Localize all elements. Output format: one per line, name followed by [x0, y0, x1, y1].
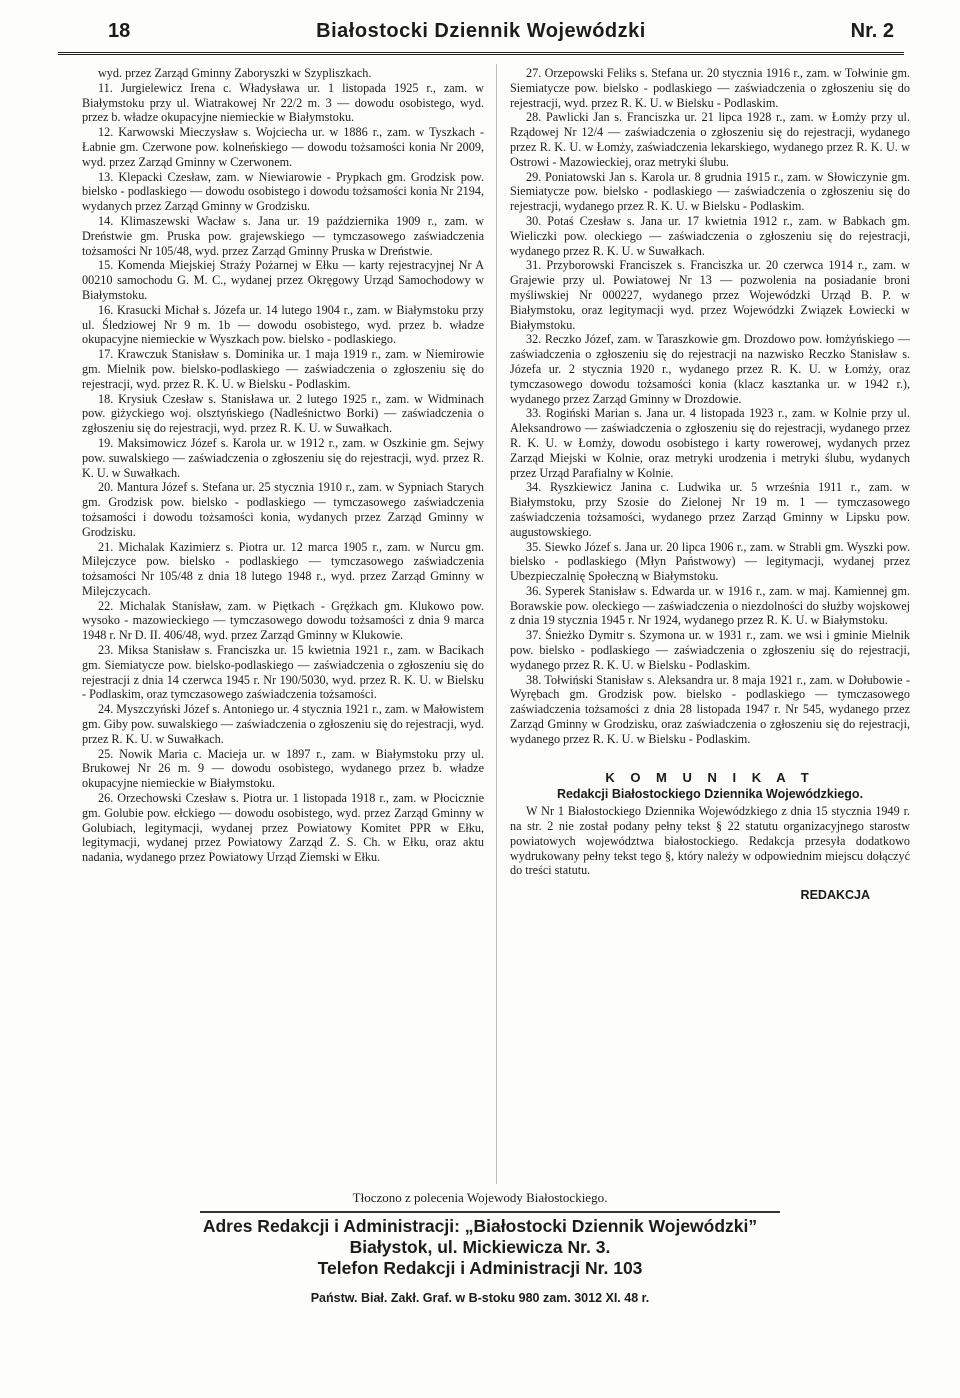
entry-paragraph: 29. Poniatowski Jan s. Karola ur. 8 grudnia 1915 r., zam. w Słowiczynie gm. Siemiatycze pow. bielsko - podlaskiego — zaświadczenia o zgłoszeniu się do rejestracji, wydanego przez R. K. U. w Bielsku - Podlaskim.	[510, 169, 910, 214]
entry-paragraph: 30. Potaś Czesław s. Jana ur. 17 kwietnia 1912 r., zam. w Babkach gm. Wieliczki pow. oleckiego — zaświadczenia o zgłoszeniu się do rejestracji, wydanego przez R. K. U. w Suwałkach.	[510, 213, 910, 258]
entry-paragraph: 12. Karwowski Mieczysław s. Wojciecha ur. w 1886 r., zam. w Tyszkach - Łabnie gm. Czerwone pow. kolneńskiego — dowodu tożsamości konia Nr 2009, wyd. przez Zarząd Gminny w Czerwonem.	[82, 125, 484, 169]
entry-paragraph: 20. Mantura Józef s. Stefana ur. 25 stycznia 1910 r., zam. w Sypniach Starych gm. Grodzisk pow. bielsko - podlaskiego — tymczasowego zaświadczenia tożsamości i dowodu tożsamości konia, wydanych przez Zarząd Gminny w Grodzisku.	[82, 480, 484, 539]
right-column	[510, 66, 910, 903]
issue-number: Nr. 2	[850, 20, 894, 42]
komunikat	[510, 771, 910, 903]
entry-paragraph: 14. Klimaszewski Wacław s. Jana ur. 19 października 1909 r., zam. w Dreństwie gm. Pruska pow. grajewskiego — tymczasowego zaświadczenia tożsamości Nr 105/48, wyd. przez Zarząd Gminny Pruska w Dreństwie.	[82, 213, 484, 258]
entry-paragraph: 23. Miksa Stanisław s. Franciszka ur. 15 kwietnia 1921 r., zam. w Bacikach gm. Siemiatycze pow. bielsko-podlaskiego — zaświadczenia o zgłoszeniu się do rejestracji z dnia 14 czerwca 1945 r. Nr 190/5030, wyd. przez R. K. U. w Bielsku - Podlaskim, oraz tymczasowego zaświadczenia tożsamości.	[82, 643, 484, 702]
footer-divider	[200, 1211, 780, 1213]
entry-paragraph: 11. Jurgielewicz Irena c. Władysława ur. 1 listopada 1925 r., zam. w Białymstoku przy ul. Wiatrakowej Nr 22/2 m. 3 — dowodu osobistego, wyd. przez b. władze okupacyjne niemieckie w Białymstoku.	[82, 80, 484, 125]
entry-paragraph: 32. Reczko Józef, zam. w Taraszkowie gm. Drozdowo pow. łomżyńskiego — zaświadczenia o zgłoszeniu się do rejestracji na nazwisko Reczko Stanisław s. Józefa ur. 2 stycznia 1920 r., wydanego przez R. K. U. w Łomży, oraz tymczasowego dowodu tożsamości konia (klacz kasztanka ur. w 1942 r.), wydanego przez Zarząd Gminny w Drozdowie.	[510, 332, 910, 406]
entry-paragraph: 34. Ryszkiewicz Janina c. Ludwika ur. 5 września 1911 r., zam. w Białymstoku, przy Szosie do Zielonej Nr 19 m. 1 — tymczasowego zaświadczenia tożsamości, wydanego przez Zarząd Gminny w Lipsku pow. augustowskiego.	[510, 480, 910, 539]
entry-paragraph: 38. Tołwiński Stanisław s. Aleksandra ur. 8 maja 1921 r., zam. w Dołubowie - Wyrębach gm. Grodzisk pow. bielsko - podlaskiego — tymczasowego zaświadczenia tożsamości z dnia 28 listopada 1947 r. Nr 545, wydanego przez Zarząd Gminny w Grodzisku, oraz zaświadczenia o zgłoszeniu się do rejestracji, wydanego przez R. K. U. w Bielsku - Podlaskim.	[510, 672, 910, 746]
entry-paragraph: wyd. przez Zarząd Gminny Zaboryszki w Szypliszkach.	[98, 66, 372, 80]
printer-footer: Państw. Biał. Zakł. Graf. w B-stoku 980 zam. 3012 XI. 48 r.	[310, 1291, 650, 1305]
entry-paragraph: 13. Klepacki Czesław, zam. w Niewiarowie - Prypkach gm. Grodzisk pow. bielsko - podlaskiego — dowodu osobistego i dowodu tożsamości konia Nr 2194, wydanych przez Zarząd Gminny w Grodzisku.	[82, 169, 484, 214]
column-divider	[496, 64, 497, 1184]
editorial-address	[0, 1216, 960, 1279]
entry-paragraph: 28. Pawlicki Jan s. Franciszka ur. 21 lipca 1928 r., zam. w Łomży przy ul. Rządowej Nr 12/4 — zaświadczenia o zgłoszeniu się do rejestracji, wydanego przez R. K. U. w Łomży, zaświadczenia lekarskiego, wydanego przez R. K. U. w Ostrowi - Mazowieckiej, oraz metryki ślubu.	[510, 110, 910, 169]
komunikat-signature: REDAKCJA	[800, 888, 870, 903]
entry-paragraph: 22. Michalak Stanisław, zam. w Piętkach - Grężkach gm. Klukowo pow. wysoko - mazowieckiego — tymczasowego dowodu tożsamości z dnia 9 marca 1948 r. Nr D. II. 406/48, wyd. przez Zarząd Gminny w Klukowie.	[82, 598, 484, 643]
address-line-3: Telefon Redakcji i Administracji Nr. 103	[317, 1258, 643, 1278]
publication-title: Białostocki Dziennik Wojewódzki	[316, 20, 646, 42]
entry-paragraph: 21. Michalak Kazimierz s. Piotra ur. 12 marca 1905 r., zam. w Nurcu gm. Milejczyce pow. bielsko - podlaskiego — tymczasowego zaświadczenia tożsamości Nr 105/48 z dnia 18 lutego 1948 r., wyd. przez Zarząd Gminny w Milejczycach.	[82, 539, 484, 598]
entry-paragraph: 36. Syperek Stanisław s. Edwarda ur. w 1916 r., zam. w maj. Kamiennej gm. Borawskie pow. oleckiego — zaświadczenia o niezdolności do służby wojskowej z dnia 19 stycznia 1945 r. Nr 1924, wydanego przez R. K. U. w Białymstoku.	[510, 583, 910, 628]
right-entries	[510, 66, 910, 747]
printed-by-line: Tłoczono z polecenia Wojewody Białostockiego.	[352, 1190, 608, 1205]
entry-paragraph: 25. Nowik Maria c. Macieja ur. w 1897 r., zam. w Białymstoku przy ul. Brukowej Nr 26 m. 9 — dowodu osobistego, wydanego przez b. władze okupacyjne niemieckie w Białymstoku.	[82, 746, 484, 791]
entry-paragraph: 35. Siewko Józef s. Jana ur. 20 lipca 1906 r., zam. w Strabli gm. Wyszki pow. bielsko - podlaskiego (Młyn Państwowy) — legitymacji, wydanej przez Ubezpieczalnię Społeczną w Białymstoku.	[510, 539, 910, 584]
komunikat-body: W Nr 1 Białostockiego Dziennika Wojewódzkiego z dnia 15 stycznia 1949 r. na str. 2 nie został podany pełny tekst § 22 statutu organizacyjnego starostw powiatowych województwa białostockiego. Redakcja przesyła dodatkowo wydrukowany pełny tekst tego §, który należy w odpowiednim miejscu dołączyć do treści statutu.	[510, 804, 910, 878]
page-header	[58, 14, 904, 55]
entry-paragraph: 15. Komenda Miejskiej Straży Pożarnej w Ełku — karty rejestracyjnej Nr A 00210 samochodu G. M. C., wydanej przez Okręgowy Urząd Samochodowy w Białymstoku.	[82, 258, 484, 302]
entry-paragraph: 24. Myszczyński Józef s. Antoniego ur. 4 stycznia 1921 r., zam. w Małowistem gm. Giby pow. suwalskiego — zaświadczenia o zgłoszeniu się do rejestracji, wyd. przez R. K. U. w Suwałkach.	[82, 702, 484, 746]
entry-paragraph: 26. Orzechowski Czesław s. Piotra ur. 1 listopada 1918 r., zam. w Płocicznie gm. Golubie pow. ełckiego — dowodu osobistego, wyd. przez Zarząd Gminny w Golubiach, legitymacji, wydanej przez Powiatowy Komitet PPR w Ełku, legitymacji, wydanej przez Powiatowy Zarząd Z. S. Ch. w Ełku, oraz aktu nadania, wydanego przez Powiatowy Urząd Ziemski w Ełku.	[82, 791, 484, 865]
entry-paragraph: 18. Krysiuk Czesław s. Stanisława ur. 2 lutego 1925 r., zam. w Widminach pow. giżyckiego woj. olsztyńskiego (Nadleśnictwo Borki) — zaświadczenia o zgłoszeniu się do rejestracji, wyd. przez R. K. U. w Suwałkach.	[82, 391, 484, 436]
address-line-2: Białystok, ul. Mickiewicza Nr. 3.	[349, 1237, 611, 1257]
entry-paragraph: 31. Przyborowski Franciszek s. Franciszka ur. 20 czerwca 1914 r., zam. w Grajewie przy ul. Powiatowej Nr 13 — pozwolenia na posiadanie broni myśliwskiej Nr 000227, wydanego przez Wojewódzki Urząd B. P. w Białymstoku, oraz legitymacji wyd. przez Wojewódzki Związek Łowiecki w Białymstoku.	[510, 258, 910, 332]
address-line-1: Adres Redakcji i Administracji: „Białostocki Dziennik Wojewódzki”	[202, 1216, 758, 1236]
komunikat-title: K O M U N I K A T	[605, 769, 815, 785]
left-column	[82, 66, 484, 865]
entry-paragraph: 27. Orzepowski Feliks s. Stefana ur. 20 stycznia 1916 r., zam. w Tołwinie gm. Siemiatycze pow. bielsko - podlaskiego — zaświadczenia o zgłoszeniu się do rejestracji, wyd. przez R. K. U. w Bielsku - Podlaskim.	[510, 66, 910, 110]
komunikat-subtitle: Redakcji Białostockiego Dziennika Wojewódzkiego.	[556, 787, 864, 802]
entry-paragraph: 37. Śnieżko Dymitr s. Szymona ur. w 1931 r., zam. we wsi i gminie Mielnik pow. bielsko - podlaskiego — zaświadczenia o zgłoszeniu się do rejestracji, wydanego przez R. K. U. w Bielsku - Podlaskim.	[510, 628, 910, 672]
page-number: 18	[108, 20, 131, 42]
entry-paragraph: 19. Maksimowicz Józef s. Karola ur. w 1912 r., zam. w Oszkinie gm. Sejwy pow. suwalskiego — zaświadczenia o zgłoszeniu się do rejestracji, wyd. przez R. K. U. w Suwałkach.	[82, 435, 484, 480]
entry-paragraph: 17. Krawczuk Stanisław s. Dominika ur. 1 maja 1919 r., zam. w Niemirowie gm. Mielnik pow. bielsko-podlaskiego — zaświadczenia o zgłoszeniu się do rejestracji, wyd. przez R. K. U. w Bielsku - Podlaskim.	[82, 347, 484, 391]
entry-paragraph: 33. Rogiński Marian s. Jana ur. 4 listopada 1923 r., zam. w Kolnie przy ul. Aleksandrowo — zaświadczenia o zgłoszeniu się do rejestracji, wydanego przez R. K. U. w Łomży, dowodu osobistego i karty rowerowej, wydanych przez Zarząd Miejski w Kolnie, oraz metryki urodzenia i metryki ślubu, wydanych przez Urząd Parafialny w Kolnie.	[510, 406, 910, 480]
entry-paragraph: 16. Krasucki Michał s. Józefa ur. 14 lutego 1904 r., zam. w Białymstoku przy ul. Śledziowej Nr 9 m. 1b — dowodu osobistego, wyd. przez b. władze okupacyjne niemieckie w Wyszkach pow. bielsko - podlaskiego.	[82, 302, 484, 347]
